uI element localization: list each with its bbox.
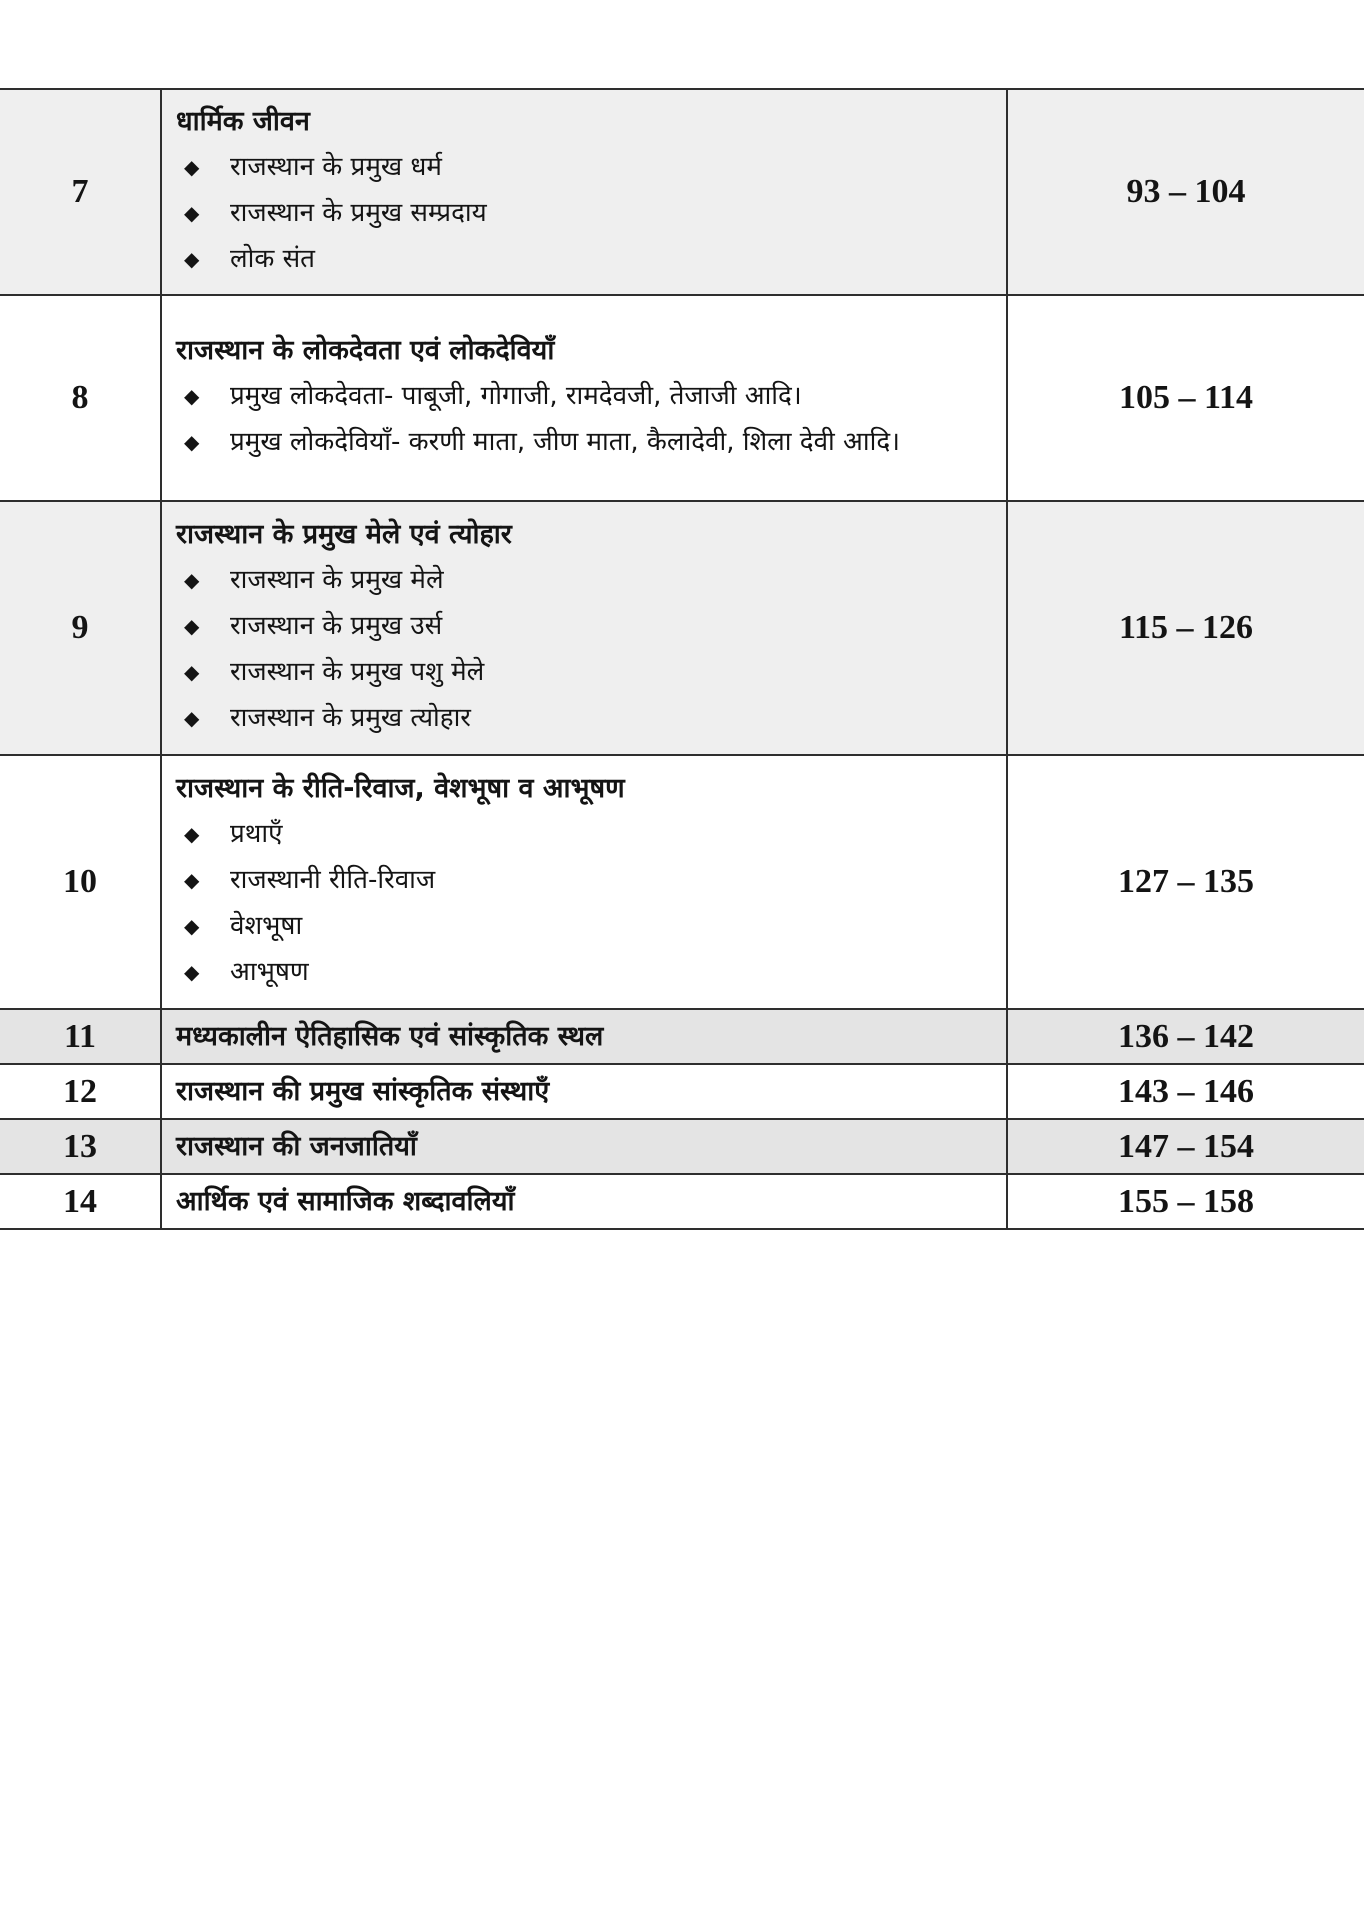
chapter-number: 13 — [0, 1119, 161, 1174]
chapter-heading: राजस्थान के रीति-रिवाज, वेशभूषा व आभूषण — [176, 773, 625, 804]
subtopic-list — [176, 144, 988, 282]
bullet-diamond-icon: ◆ — [184, 155, 200, 179]
bullet-diamond-icon: ◆ — [184, 247, 200, 271]
list-item — [176, 603, 988, 649]
bullet-diamond-icon: ◆ — [184, 384, 200, 408]
bullet-diamond-icon: ◆ — [184, 706, 200, 730]
page-range: 136 – 142 — [1007, 1009, 1364, 1064]
list-item — [176, 236, 988, 282]
subtopic-label: प्रमुख लोकदेवियाँ- करणी माता, जीण माता, कैलादेवी, शिला देवी आदि। — [230, 427, 901, 457]
subtopic-label: लोक संत — [230, 244, 315, 274]
subtopic-label: आभूषण — [230, 957, 309, 987]
table-row — [0, 1064, 1364, 1119]
list-item — [176, 811, 988, 857]
chapter-heading: राजस्थान के लोकदेवता एवं लोकदेवियाँ — [176, 335, 555, 366]
page-range: 147 – 154 — [1007, 1119, 1364, 1174]
subtopic-list — [176, 373, 988, 465]
page-range: 93 – 104 — [1007, 89, 1364, 295]
list-item — [176, 695, 988, 741]
chapter-topic — [161, 755, 1007, 1009]
page-range: 127 – 135 — [1007, 755, 1364, 1009]
bullet-diamond-icon: ◆ — [184, 914, 200, 938]
chapter-number: 9 — [0, 501, 161, 755]
chapter-number: 10 — [0, 755, 161, 1009]
chapter-topic — [161, 1064, 1007, 1119]
chapter-number: 12 — [0, 1064, 161, 1119]
list-item — [176, 144, 988, 190]
table-row — [0, 755, 1364, 1009]
subtopic-label: राजस्थानी रीति-रिवाज — [230, 865, 436, 895]
bullet-diamond-icon: ◆ — [184, 822, 200, 846]
list-item — [176, 373, 988, 419]
page-range: 143 – 146 — [1007, 1064, 1364, 1119]
chapter-topic — [161, 295, 1007, 501]
table-row — [0, 1119, 1364, 1174]
chapter-topic — [161, 1174, 1007, 1229]
list-item — [176, 949, 988, 995]
bullet-diamond-icon: ◆ — [184, 660, 200, 684]
chapter-topic — [161, 501, 1007, 755]
table-row — [0, 295, 1364, 501]
chapter-topic — [161, 1009, 1007, 1064]
page-range: 115 – 126 — [1007, 501, 1364, 755]
bullet-diamond-icon: ◆ — [184, 614, 200, 638]
bullet-diamond-icon: ◆ — [184, 201, 200, 225]
subtopic-label: राजस्थान के प्रमुख मेले — [230, 565, 444, 595]
table-of-contents — [0, 88, 1364, 1230]
bullet-diamond-icon: ◆ — [184, 568, 200, 592]
chapter-number: 8 — [0, 295, 161, 501]
table-row — [0, 1009, 1364, 1064]
subtopic-label: राजस्थान के प्रमुख धर्म — [230, 152, 442, 182]
bullet-diamond-icon: ◆ — [184, 430, 200, 454]
list-item — [176, 190, 988, 236]
list-item — [176, 857, 988, 903]
subtopic-label: राजस्थान के प्रमुख उर्स — [230, 611, 443, 641]
subtopic-list — [176, 811, 988, 995]
chapter-number: 11 — [0, 1009, 161, 1064]
subtopic-label: राजस्थान के प्रमुख त्योहार — [230, 703, 471, 733]
chapter-topic — [161, 89, 1007, 295]
bullet-diamond-icon: ◆ — [184, 960, 200, 984]
table-row — [0, 89, 1364, 295]
table-row — [0, 501, 1364, 755]
page-range: 105 – 114 — [1007, 295, 1364, 501]
list-item — [176, 903, 988, 949]
subtopic-label: प्रमुख लोकदेवता- पाबूजी, गोगाजी, रामदेवजी, तेजाजी आदि। — [230, 381, 802, 411]
bullet-diamond-icon: ◆ — [184, 868, 200, 892]
chapter-heading: मध्यकालीन ऐतिहासिक एवं सांस्कृतिक स्थल — [176, 1020, 604, 1052]
list-item — [176, 419, 988, 465]
subtopic-label: राजस्थान के प्रमुख पशु मेले — [230, 657, 485, 687]
chapter-heading: आर्थिक एवं सामाजिक शब्दावलियाँ — [176, 1185, 515, 1217]
chapter-heading: राजस्थान के प्रमुख मेले एवं त्योहार — [176, 519, 512, 550]
subtopic-label: राजस्थान के प्रमुख सम्प्रदाय — [230, 198, 487, 228]
list-item — [176, 557, 988, 603]
list-item — [176, 649, 988, 695]
chapter-heading: राजस्थान की जनजातियाँ — [176, 1130, 417, 1162]
table-row — [0, 1174, 1364, 1229]
subtopic-list — [176, 557, 988, 741]
page-range: 155 – 158 — [1007, 1174, 1364, 1229]
chapter-number: 14 — [0, 1174, 161, 1229]
chapter-heading: राजस्थान की प्रमुख सांस्कृतिक संस्थाएँ — [176, 1075, 550, 1107]
chapter-heading: धार्मिक जीवन — [176, 106, 310, 137]
chapter-number: 7 — [0, 89, 161, 295]
chapter-topic — [161, 1119, 1007, 1174]
subtopic-label: प्रथाएँ — [230, 819, 283, 849]
subtopic-label: वेशभूषा — [230, 911, 303, 941]
